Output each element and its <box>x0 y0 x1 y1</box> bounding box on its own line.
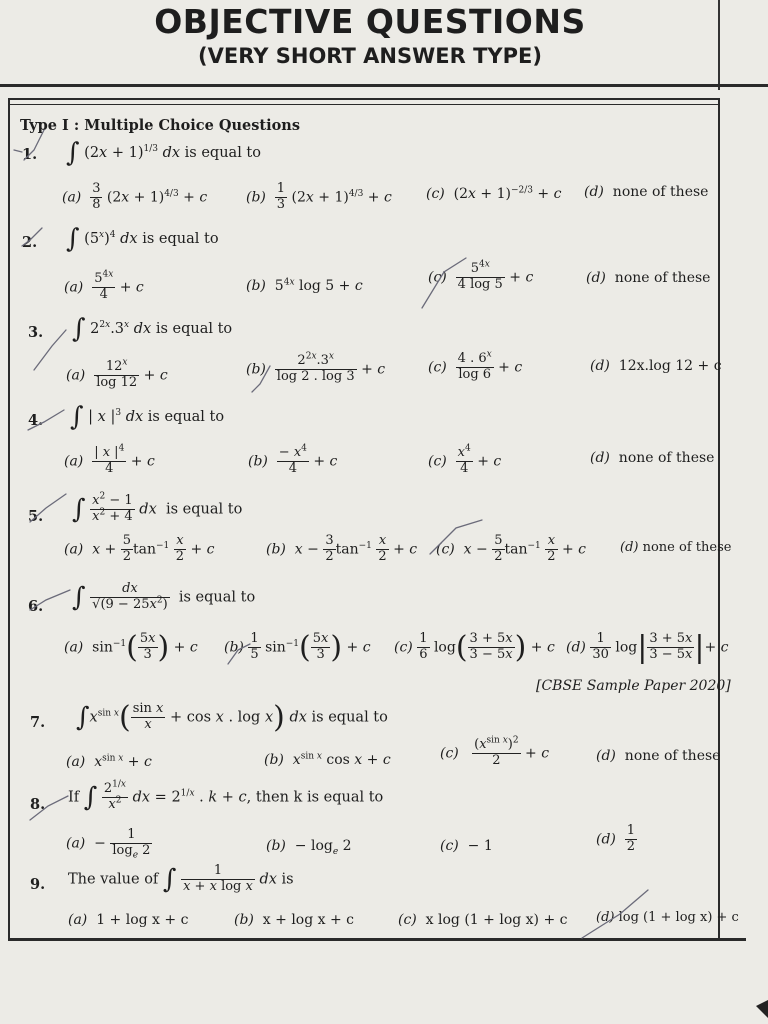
question-stem: ∫ | x $|^3$ dx is equal to <box>70 402 225 432</box>
page-corner-mark <box>756 1000 768 1018</box>
option-a: (a) $\frac{3}{8}$ $(2x + 1)^{4/3} + c$ <box>62 181 208 212</box>
option-b: (b) $\frac{2^{2x}.3^x}{\log 2 . \log 3}$ + c <box>246 351 386 384</box>
section-heading: Type I : Multiple Choice Questions <box>20 117 301 134</box>
question-stem: If ∫ $\frac{2^{1/x}}{x^2}$ dx = $2^{1/x}$ . k + c, then k is equal to <box>68 779 384 813</box>
option-c: (c) $\frac{4 . 6^x}{\log 6}$ + c <box>428 349 523 382</box>
option-d: (d) none of these <box>584 184 709 200</box>
option-c: (c) $\frac{1}{6}$ log( $\frac{3 + 5x}{3 - 5x}$ ) + c <box>394 630 555 665</box>
option-a: (a) $\frac{5^{4x}}{4}$ + c <box>64 269 144 302</box>
option-a: (a) x + $\frac{5}{2}$ $\tan^{-1}$ $\frac{x}{2}$ + c <box>64 533 215 564</box>
page-subtitle: (VERY SHORT ANSWER TYPE) <box>198 44 542 68</box>
check-mark <box>228 644 250 664</box>
question-number: 6. <box>28 598 44 615</box>
question-stem: ∫ $\frac{x^2 - 1}{x^2 + 4}$ dx is equal to <box>72 491 243 525</box>
option-b: (b) $\frac{1}{3}$ $(2x + 1)^{4/3} + c$ <box>246 181 392 212</box>
check-mark <box>30 590 70 610</box>
check-mark <box>582 890 648 938</box>
question-stem: ∫ $(5^x)^4$ dx is equal to <box>66 224 219 254</box>
option-d: (d) log (1 + log x) + c <box>596 910 739 925</box>
option-b: (b) x + log x + c <box>234 912 355 928</box>
option-c: (c) x log (1 + log x) + c <box>398 912 568 928</box>
option-d: (d) none of these <box>596 748 721 764</box>
option-d: (d) $\frac{1}{30}$ log| $\frac{3 + 5x}{3 - 5x}$ |+ c <box>566 630 729 665</box>
option-a: (a) $x^{sin x} + c$ <box>66 753 152 770</box>
option-a: (a) $\frac{| x |^4}{4}$ + c <box>64 443 155 476</box>
option-c: (c) x − $\frac{5}{2}$ $\tan^{-1}$ $\frac{x}{2}$ + c <box>436 533 586 564</box>
question-number: 7. <box>30 714 46 731</box>
check-mark <box>34 330 66 370</box>
citation: [CBSE Sample Paper 2020] <box>536 678 731 694</box>
question-stem: ∫ $(2x + 1)^{1/3}$ dx is equal to <box>66 138 261 168</box>
question-number: 8. <box>30 796 46 813</box>
question-number: 2. <box>22 234 38 251</box>
question-stem: ∫ $\frac{dx}{√(9 - 25x^2)}$ is equal to <box>72 581 256 613</box>
option-a: (a) $\frac{12^x}{\log 12}$ + c <box>66 357 168 390</box>
option-c: (c) $(2x + 1)^{-2/3} + c$ <box>426 185 562 202</box>
option-d: (d) $\frac{1}{2}$ <box>596 823 636 854</box>
check-mark <box>430 520 482 554</box>
question-number: 9. <box>30 876 46 893</box>
check-mark <box>28 410 64 430</box>
page-title: OBJECTIVE QUESTIONS <box>154 2 586 41</box>
option-d: (d) none of these <box>586 270 711 286</box>
option-b: (b) $x^{sin x}$ cos x + c <box>264 751 391 768</box>
option-b: $(b) - \log_e 2$ <box>266 838 352 857</box>
option-c: (c) $\frac{(x^{sin x})^2}{2}$ + c <box>440 735 550 768</box>
question-stem: The value of ∫ $\frac{1}{\text{x + x log x}}$ dx is <box>68 863 294 895</box>
question-number: 4. <box>28 412 44 429</box>
check-mark <box>30 796 68 820</box>
option-b: (b) $\frac{1}{5}$ $\sin^{-1}$( $\frac{5x}{3}$ ) + c <box>224 630 371 665</box>
question-stem: $\int x^{sin x}$( $\frac{\text{sin x}}{x}$ + cos x . log x) dx is equal to <box>76 700 388 735</box>
option-d: (d) none of these <box>590 450 715 466</box>
check-mark <box>24 130 44 160</box>
option-d: (d) 12x.log 12 + c <box>590 358 722 374</box>
check-mark <box>30 494 66 522</box>
option-a: (a) $\sin^{-1}$( $\frac{5x}{3}$ ) + c <box>64 630 198 665</box>
option-c: (c) − 1 <box>440 838 493 854</box>
option-b: (b) $\frac{- x^4}{4}$ + c <box>248 443 338 476</box>
option-c: (c) $\frac{x^4}{4}$ + c <box>428 443 502 476</box>
check-mark <box>22 228 42 246</box>
option-a: (a) 1 + log x + c <box>68 912 189 928</box>
option-c: (c) $\frac{5^{4x}}{4 \log 5}$ + c <box>428 259 534 292</box>
option-d: (d) none of these <box>620 540 732 555</box>
option-a: (a) − $\frac{1}{\log_e 2}$ <box>66 827 151 861</box>
check-mark <box>422 258 466 308</box>
question-stem: ∫ $2^{2x}.3^x$ dx is equal to <box>72 314 233 344</box>
option-b: (b) $5^{4x}$ log 5 + c <box>246 277 363 294</box>
question-number: 3. <box>28 324 44 341</box>
question-number: 5. <box>28 508 44 525</box>
check-mark <box>252 366 270 392</box>
question-number: 1. <box>22 146 38 163</box>
option-b: (b) x − $\frac{3}{2}$ $\tan^{-1}$ $\frac{x}{2}$ + c <box>266 533 418 564</box>
